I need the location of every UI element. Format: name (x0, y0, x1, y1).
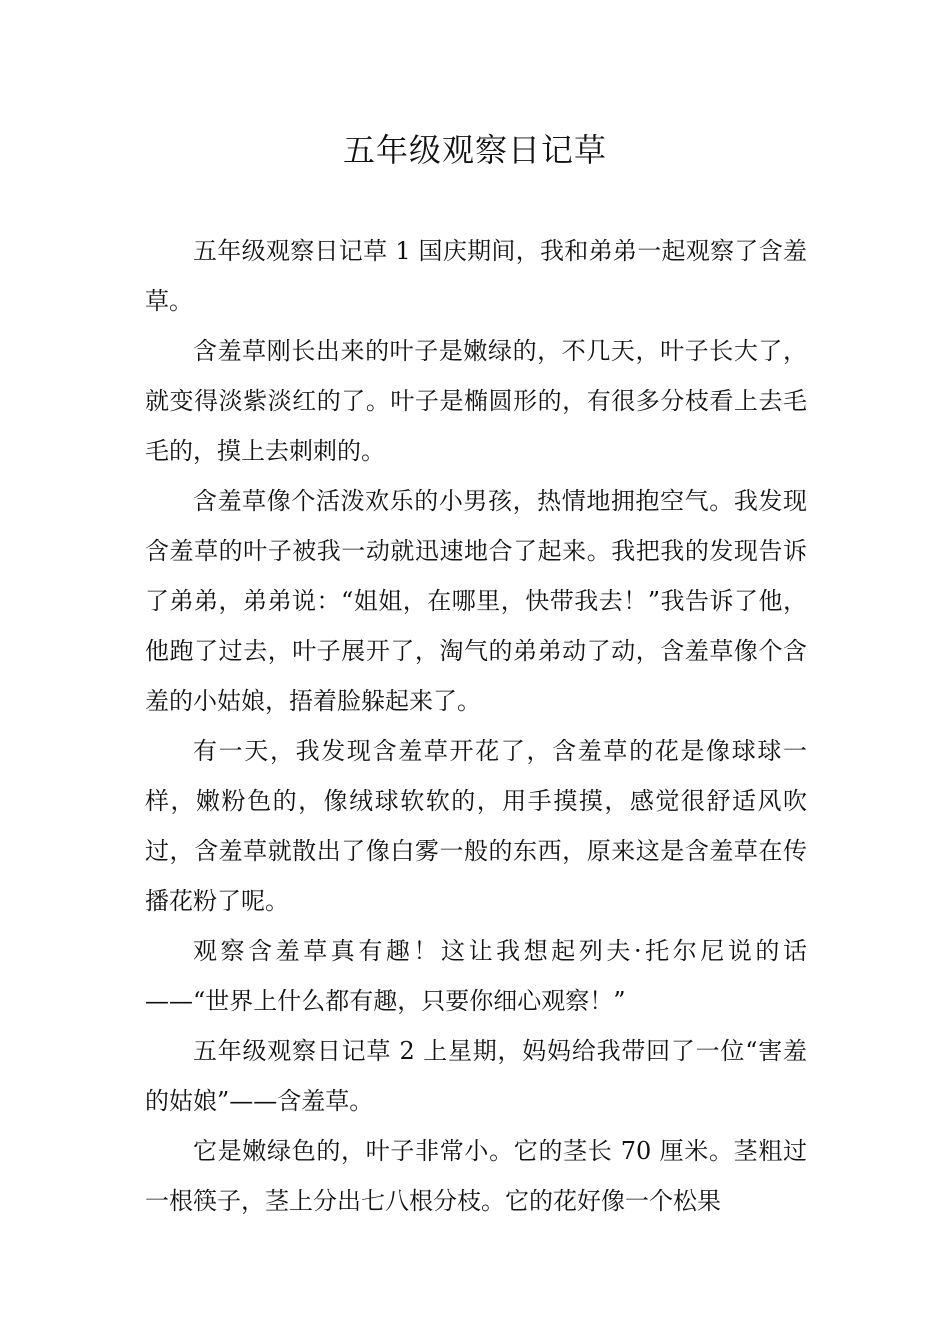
paragraph: 含羞草像个活泼欢乐的小男孩，热情地拥抱空气。我发现含羞草的叶子被我一动就迅速地合了起来。我把我的发现告诉了弟弟，弟弟说：“姐姐，在哪里，快带我去！”我告诉了他，他跑了过去，叶子展开了，淘气的弟弟动了动，含羞草像个含羞的小姑娘，捂着脸躲起来了。 (145, 487, 807, 715)
paragraph: 五年级观察日记草 2 上星期，妈妈给我带回了一位“害羞的姑娘”——含羞草。 (145, 1037, 807, 1115)
paragraph: 它是嫩绿色的，叶子非常小。它的茎长 70 厘米。茎粗过一根筷子，茎上分出七八根分枝。它的花好像一个松果 (145, 1137, 807, 1215)
document-title: 五年级观察日记草 (342, 131, 607, 169)
paragraph: 五年级观察日记草 1 国庆期间，我和弟弟一起观察了含羞草。 (145, 237, 807, 315)
paragraph: 含羞草刚长出来的叶子是嫩绿的，不几天，叶子长大了，就变得淡紫淡红的了。叶子是椭圆形的，有很多分枝看上去毛毛的，摸上去刺刺的。 (145, 337, 807, 465)
paragraph: 有一天，我发现含羞草开花了，含羞草的花是像球球一样，嫩粉色的，像绒球软软的，用手摸摸，感觉很舒适风吹过，含羞草就散出了像白雾一般的东西，原来这是含羞草在传播花粉了呢。 (145, 737, 807, 915)
document-body (145, 226, 807, 1226)
paragraph: 观察含羞草真有趣！这让我想起列夫·托尔尼说的话——“世界上什么都有趣，只要你细心观察！” (145, 937, 807, 1015)
